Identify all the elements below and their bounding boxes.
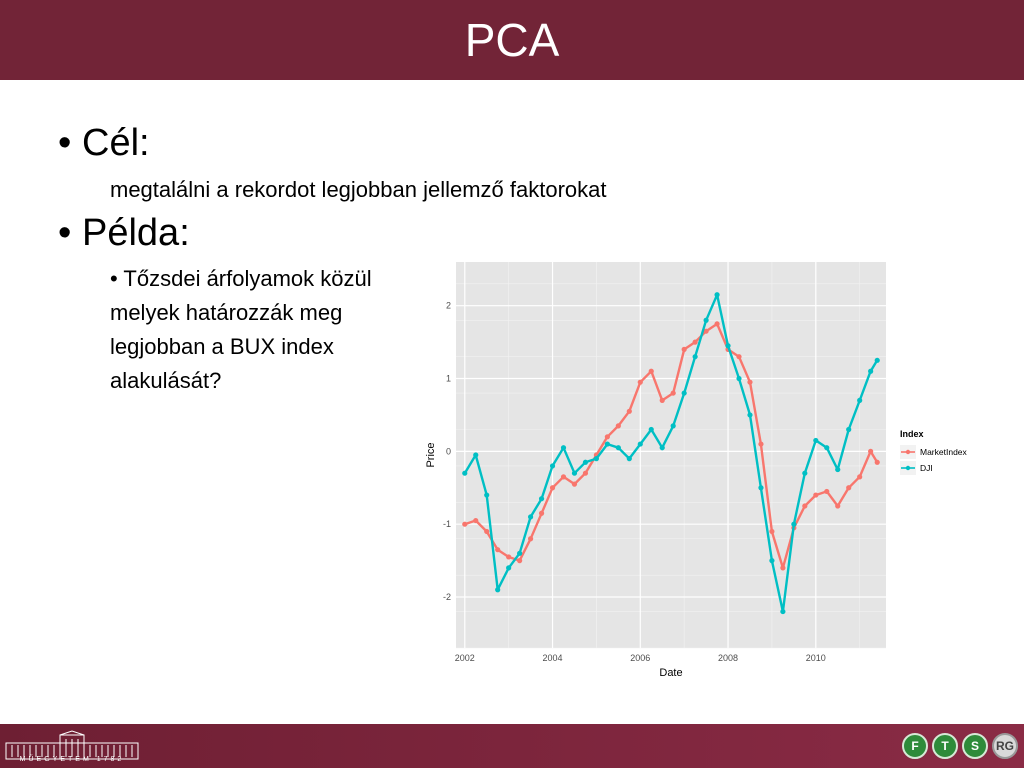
- data-point-dji: [835, 467, 840, 472]
- bullet-cel: [58, 122, 150, 165]
- data-point-dji: [462, 471, 467, 476]
- y-tick-label: 0: [445, 446, 451, 457]
- y-tick-label: 2: [445, 300, 451, 311]
- data-point-dji: [714, 292, 719, 297]
- data-point-dji: [802, 471, 807, 476]
- x-tick-label: 2002: [454, 653, 475, 663]
- data-point-dji: [747, 412, 752, 417]
- data-point-dji: [693, 354, 698, 359]
- data-point-marketindex: [484, 529, 489, 534]
- data-point-marketindex: [824, 489, 829, 494]
- data-point-marketindex: [649, 369, 654, 374]
- data-point-dji: [791, 522, 796, 527]
- data-point-marketindex: [605, 434, 610, 439]
- data-point-marketindex: [758, 441, 763, 446]
- data-point-dji: [638, 441, 643, 446]
- bullet-cel-label: Cél:: [82, 122, 150, 164]
- data-point-dji: [682, 390, 687, 395]
- data-point-marketindex: [517, 558, 522, 563]
- chart-container: [420, 256, 1010, 691]
- data-point-dji: [517, 551, 522, 556]
- data-point-marketindex: [747, 380, 752, 385]
- sub-line-2: melyek határozzák meg: [110, 300, 343, 325]
- bullet-pelda-subtext: [110, 262, 430, 398]
- price-chart: [420, 256, 1010, 686]
- bullet-cel-subtext: megtalálni a rekordot legjobban jellemző faktorokat: [110, 177, 607, 202]
- sub-bullet-dot: •: [110, 266, 118, 291]
- data-point-dji: [616, 445, 621, 450]
- data-point-dji: [813, 438, 818, 443]
- data-point-marketindex: [736, 354, 741, 359]
- badge-t: T: [932, 733, 958, 759]
- legend-key-point: [906, 466, 910, 470]
- data-point-dji: [550, 463, 555, 468]
- data-point-marketindex: [495, 547, 500, 552]
- data-point-marketindex: [857, 474, 862, 479]
- data-point-dji: [875, 358, 880, 363]
- data-point-dji: [868, 369, 873, 374]
- data-point-marketindex: [616, 423, 621, 428]
- data-point-dji: [572, 471, 577, 476]
- data-point-dji: [660, 445, 665, 450]
- data-point-dji: [758, 485, 763, 490]
- badge-f: F: [902, 733, 928, 759]
- badge-s: S: [962, 733, 988, 759]
- x-tick-label: 2010: [805, 653, 826, 663]
- data-point-dji: [506, 565, 511, 570]
- data-point-marketindex: [846, 485, 851, 490]
- data-point-dji: [528, 514, 533, 519]
- legend-key-point: [906, 450, 910, 454]
- data-point-marketindex: [627, 409, 632, 414]
- data-point-marketindex: [835, 503, 840, 508]
- logo-caption: MŰEGYETEM 1782: [19, 756, 125, 763]
- title-bar: [0, 0, 1024, 80]
- footer-badges: [902, 733, 1018, 759]
- data-point-marketindex: [462, 522, 467, 527]
- slide-title: PCA: [464, 14, 560, 66]
- data-point-marketindex: [714, 321, 719, 326]
- data-point-dji: [473, 452, 478, 457]
- plot-panel: [456, 262, 886, 648]
- data-point-dji: [495, 587, 500, 592]
- data-point-marketindex: [875, 460, 880, 465]
- data-point-marketindex: [561, 474, 566, 479]
- data-point-marketindex: [682, 347, 687, 352]
- data-point-marketindex: [528, 536, 533, 541]
- data-point-marketindex: [780, 565, 785, 570]
- y-tick-label: -2: [442, 592, 451, 603]
- data-point-marketindex: [506, 554, 511, 559]
- data-point-marketindex: [769, 529, 774, 534]
- data-point-dji: [561, 445, 566, 450]
- data-point-dji: [846, 427, 851, 432]
- bullet-pelda-label: Példa:: [82, 212, 190, 254]
- data-point-dji: [780, 609, 785, 614]
- data-point-dji: [649, 427, 654, 432]
- data-point-marketindex: [572, 482, 577, 487]
- data-point-dji: [736, 376, 741, 381]
- data-point-marketindex: [802, 503, 807, 508]
- data-point-marketindex: [671, 390, 676, 395]
- data-point-dji: [583, 460, 588, 465]
- data-point-marketindex: [583, 471, 588, 476]
- data-point-marketindex: [868, 449, 873, 454]
- footer-bar: [0, 724, 1024, 768]
- sub-line-4: alakulását?: [110, 368, 222, 393]
- badge-rg: RG: [992, 733, 1018, 759]
- bullet-dot: •: [58, 212, 72, 254]
- sub-line-3: legjobban a BUX index: [110, 334, 334, 359]
- legend-label: MarketIndex: [920, 447, 967, 457]
- bullet-dot: •: [58, 122, 72, 164]
- data-point-marketindex: [660, 398, 665, 403]
- data-point-marketindex: [638, 380, 643, 385]
- data-point-marketindex: [539, 511, 544, 516]
- y-tick-label: -1: [442, 519, 451, 530]
- legend-label: DJI: [920, 463, 933, 473]
- data-point-dji: [769, 558, 774, 563]
- data-point-marketindex: [550, 485, 555, 490]
- x-tick-label: 2004: [542, 653, 563, 663]
- legend-title: Index: [900, 429, 924, 439]
- data-point-dji: [671, 423, 676, 428]
- data-point-dji: [539, 496, 544, 501]
- data-point-dji: [704, 318, 709, 323]
- data-point-dji: [605, 441, 610, 446]
- data-point-marketindex: [473, 518, 478, 523]
- data-point-dji: [484, 492, 489, 497]
- data-point-dji: [725, 343, 730, 348]
- data-point-dji: [857, 398, 862, 403]
- x-tick-label: 2006: [630, 653, 651, 663]
- bullet-pelda: [58, 212, 190, 255]
- data-point-marketindex: [693, 340, 698, 345]
- sub-line-1: Tőzsdei árfolyamok közül: [123, 266, 372, 291]
- y-axis-label: Price: [425, 442, 437, 468]
- data-point-dji: [627, 456, 632, 461]
- data-point-marketindex: [813, 492, 818, 497]
- x-axis-label: Date: [659, 667, 683, 679]
- x-tick-label: 2008: [718, 653, 739, 663]
- y-tick-label: 1: [445, 373, 451, 384]
- data-point-dji: [824, 445, 829, 450]
- data-point-dji: [594, 456, 599, 461]
